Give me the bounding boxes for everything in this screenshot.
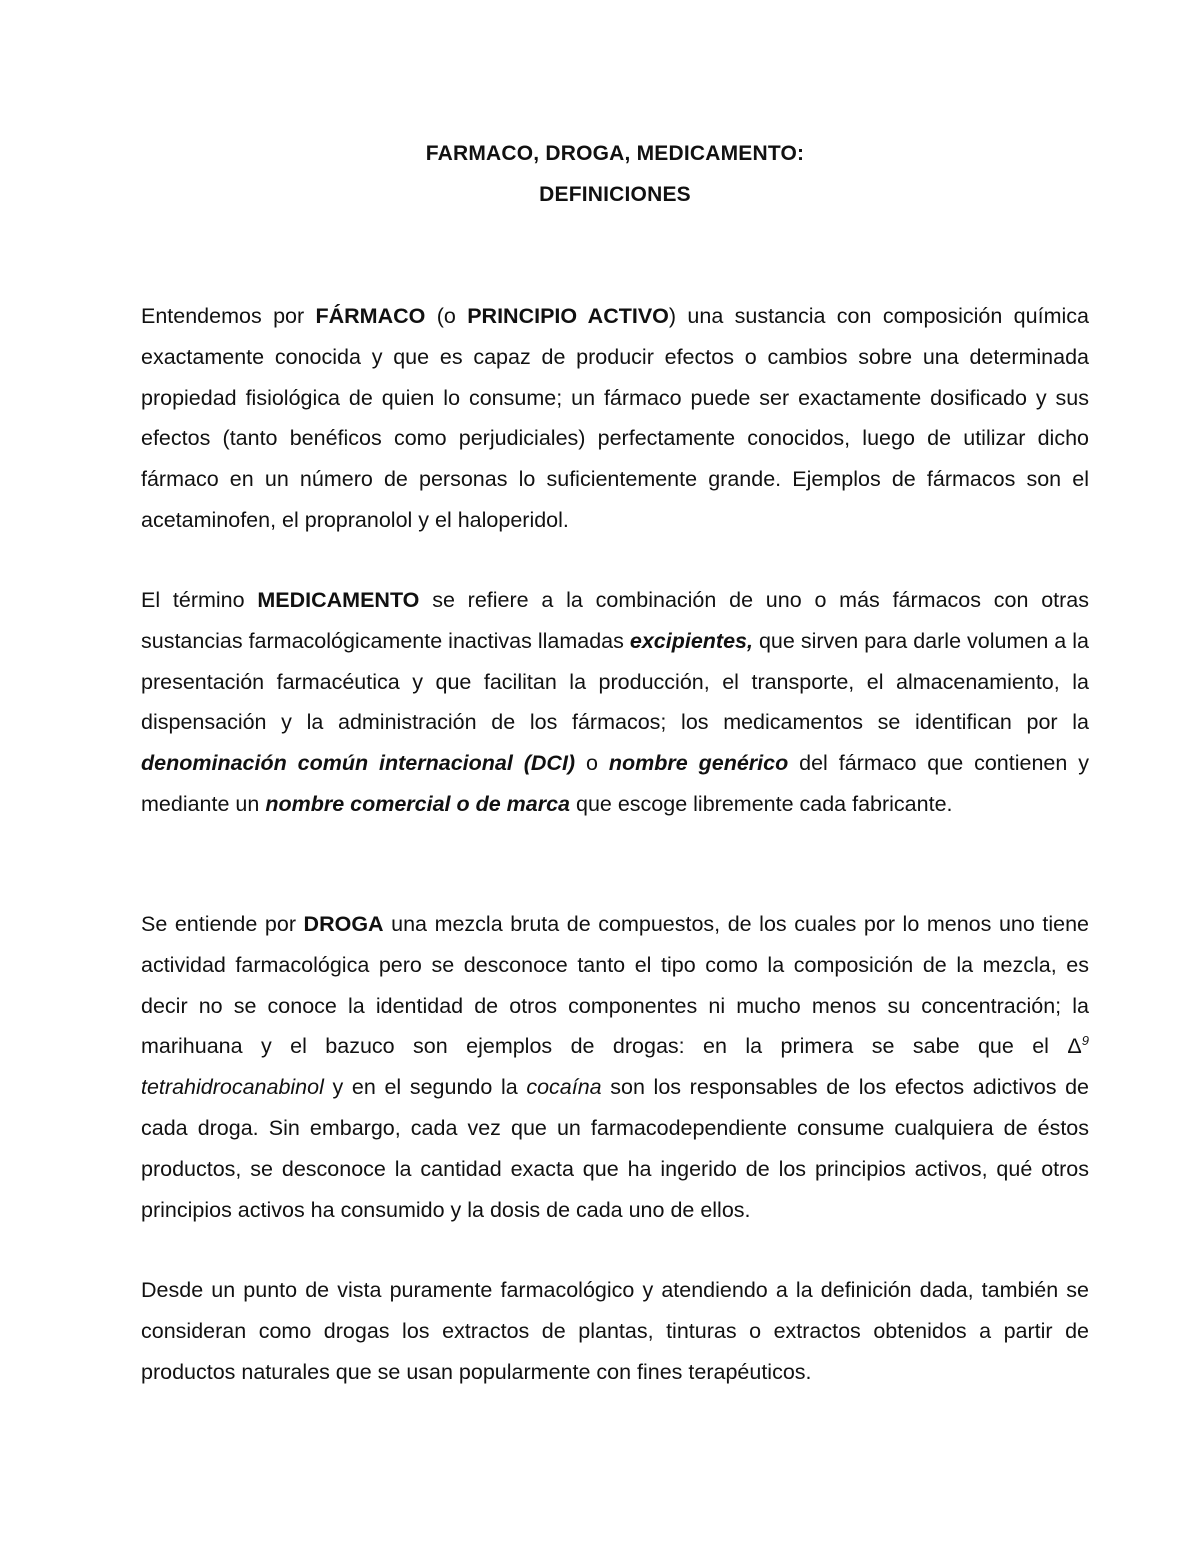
term-principio-activo: PRINCIPIO ACTIVO <box>467 304 669 328</box>
paragraph-extractos <box>141 1270 1089 1392</box>
text-span: (o <box>425 304 468 328</box>
text-span: que sirven para darle volumen a la presentación farmacéutica y que facilitan la producción, el transporte, el almacenamiento, la dispensación y la administración de los fármacos; los medicamentos se identifican por la <box>141 628 1089 735</box>
paragraph-farmaco <box>141 296 1089 541</box>
term-medicamento: MEDICAMENTO <box>257 588 420 612</box>
term-droga: DROGA <box>303 912 384 936</box>
text-span: se refiere a la combinación de uno o más fármacos con otras sustancias farmacológicamente inactivas llamadas <box>141 588 1089 653</box>
paragraph-medicamento <box>141 580 1089 825</box>
term-excipientes: excipientes, <box>629 628 753 653</box>
document-title: FARMACO, DROGA, MEDICAMENTO: <box>425 142 805 165</box>
delta-symbol: Δ <box>1067 1034 1082 1059</box>
term-cocaina: cocaína <box>526 1075 602 1100</box>
term-nombre-comercial: nombre comercial o de marca <box>265 791 571 816</box>
term-tetrahidrocanabinol: tetrahidrocanabinol <box>141 1075 324 1100</box>
term-nombre-generico: nombre genérico <box>608 751 789 776</box>
term-dci: denominación común internacional (DCI) <box>141 751 576 776</box>
text-span: son los responsables de los efectos adictivos de cada droga. Sin embargo, cada vez que un farmacodependiente consume cualquiera de éstos productos, se desconoce la cantidad exacta que ha ingerido de los principios activos, qué otros principios activos ha consumido y la dosis de cada uno de ellos. <box>141 1075 1089 1222</box>
text-span: Desde un punto de vista puramente farmacológico y atendiendo a la definición dada, también se consideran como drogas los extractos de plantas, tinturas o extractos obtenidos a partir de productos naturales que se usan popularmente con fines terapéuticos. <box>141 1278 1089 1384</box>
text-span: Se entiende por <box>141 912 304 936</box>
text-span: que escoge libremente cada fabricante. <box>570 791 953 816</box>
term-farmaco: FÁRMACO <box>315 304 426 328</box>
text-span: una mezcla bruta de compuestos, de los cuales por lo menos uno tiene actividad farmacológica pero se desconoce tanto el tipo como la composición de la mezcla, es decir no se conoce la identidad de otros componentes ni mucho menos su concentración; la marihuana y el bazuco son ejemplos de drogas: en la primera se sabe que el <box>141 912 1089 1059</box>
document-subtitle: DEFINICIONES <box>539 183 691 206</box>
text-span: del fármaco que contienen y mediante un <box>141 751 1089 816</box>
text-span: Entendemos por <box>141 304 316 328</box>
text-span: o <box>575 751 609 776</box>
text-span: ) una sustancia con composición química exactamente conocida y que es capaz de producir efectos o cambios sobre una determinada propiedad fisiológica de quien lo consume; un fármaco puede ser exactamente dosificado y sus efectos (tanto benéficos como perjudiciales) perfectamente conocidos, luego de utilizar dicho fármaco en un número de personas lo suficientemente grande. Ejemplos de fármacos son el acetaminofen, el propranolol y el haloperidol. <box>141 304 1089 532</box>
text-span: El término <box>141 588 258 612</box>
paragraph-droga <box>141 904 1089 1230</box>
delta-superscript: 9 <box>1081 1033 1089 1049</box>
text-span: y en el segundo la <box>323 1075 527 1100</box>
